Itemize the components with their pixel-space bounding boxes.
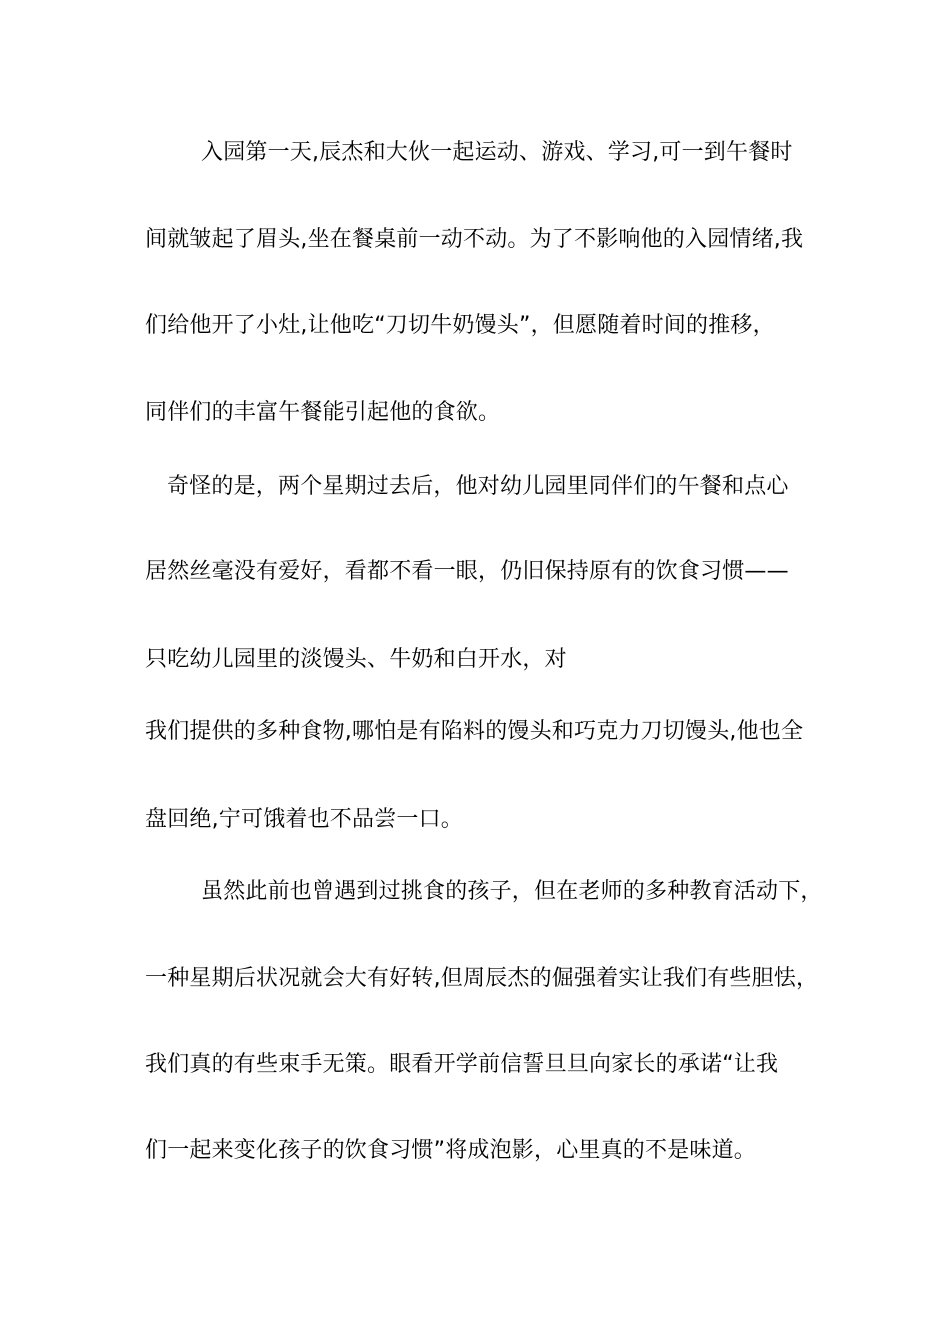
paragraph-2-line-2: 居然丝毫没有爱好，看都不看一眼，仍旧保持原有的饮食习惯—— bbox=[145, 559, 789, 584]
paragraph-2-line-3: 只吃幼儿园里的淡馒头、牛奶和白开水，对 bbox=[145, 647, 567, 672]
paragraph-1-line-3: 们给他开了小灶,让他吃“刀切牛奶馒头”，但愿随着时间的推移， bbox=[145, 313, 775, 338]
paragraph-3-line-2: 一种星期后状况就会大有好转,但周辰杰的倔强着实让我们有些胆怯， bbox=[145, 966, 819, 991]
paragraph-1-line-1: 入园第一天,辰杰和大伙一起运动、游戏、学习,可一到午餐时 bbox=[201, 140, 793, 165]
paragraph-3-line-3: 我们真的有些束手无策。眼看开学前信誓旦旦向家长的承诺“让我 bbox=[145, 1052, 779, 1077]
paragraph-2-line-1: 奇怪的是，两个星期过去后，他对幼儿园里同伴们的午餐和点心 bbox=[167, 474, 789, 499]
paragraph-2-line-4: 我们提供的多种食物,哪怕是有陷料的馒头和巧克力刀切馒头,他也全 bbox=[145, 719, 804, 744]
paragraph-3-line-4: 们一起来变化孩子的饮食习惯”将成泡影，心里真的不是味道。 bbox=[145, 1138, 756, 1163]
paragraph-1-line-2: 间就皱起了眉头,坐在餐桌前一动不动。为了不影响他的入园情绪,我 bbox=[145, 227, 804, 252]
paragraph-2-line-5: 盘回绝,宁可饿着也不品尝一口。 bbox=[145, 807, 463, 832]
paragraph-1-line-4: 同伴们的丰富午餐能引起他的食欲。 bbox=[145, 400, 501, 425]
paragraph-3-line-1: 虽然此前也曾遇到过挑食的孩子，但在老师的多种教育活动下， bbox=[201, 879, 823, 904]
